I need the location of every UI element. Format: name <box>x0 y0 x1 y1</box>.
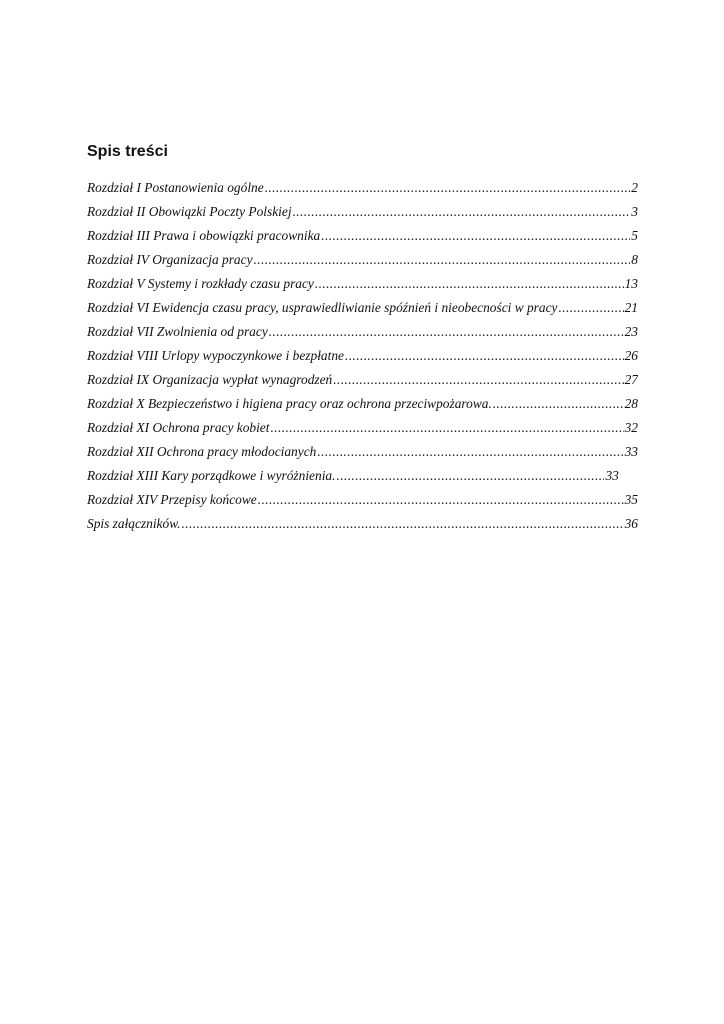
toc-entry-page: 2 <box>631 180 638 195</box>
toc-entry[interactable] <box>87 344 638 368</box>
toc-list <box>87 176 638 536</box>
toc-entry[interactable] <box>87 464 638 488</box>
toc-entry-label: Rozdział VI Ewidencja czasu pracy, usprawiedliwianie spóźnień i nieobecności w pracy <box>87 300 558 315</box>
toc-entry-label: Rozdział VII Zwolnienia od pracy <box>87 324 268 339</box>
toc-entry-label: Spis załączników. <box>87 516 181 531</box>
toc-entry[interactable] <box>87 248 638 272</box>
toc-entry-label: Rozdział IV Organizacja pracy <box>87 252 253 267</box>
toc-entry-leader <box>254 248 631 272</box>
toc-entry-leader <box>558 296 623 320</box>
toc-entry-label: Rozdział II Obowiązki Poczty Polskiej <box>87 204 292 219</box>
toc-entry-leader <box>293 200 631 224</box>
toc-entry-leader <box>182 512 624 536</box>
toc-entry[interactable] <box>87 272 638 296</box>
toc-entry-page: 32 <box>624 420 638 435</box>
toc-entry-page: 36 <box>624 516 638 531</box>
toc-entry-leader <box>345 344 624 368</box>
toc-entry-label: Rozdział XII Ochrona pracy młodocianych <box>87 444 317 459</box>
toc-entry[interactable] <box>87 200 638 224</box>
toc-entry-page: 33 <box>624 444 638 459</box>
toc-entry-page: 28 <box>624 396 638 411</box>
toc-entry-leader <box>265 176 631 200</box>
toc-entry[interactable] <box>87 512 638 536</box>
toc-entry-leader <box>258 488 624 512</box>
toc-entry-label: Rozdział V Systemy i rozkłady czasu pracy <box>87 276 314 291</box>
toc-entry-label: Rozdział VIII Urlopy wypoczynkowe i bezpłatne <box>87 348 344 363</box>
toc-entry-leader <box>317 440 623 464</box>
toc-entry-leader <box>336 464 604 488</box>
toc-entry-leader <box>270 416 623 440</box>
toc-entry-page: 33 <box>605 468 619 483</box>
toc-entry[interactable] <box>87 368 638 392</box>
toc-entry[interactable] <box>87 440 638 464</box>
toc-entry-page: 5 <box>631 228 638 243</box>
toc-entry-leader <box>493 392 624 416</box>
toc-entry-label: Rozdział XIV Przepisy końcowe <box>87 492 257 507</box>
toc-entry-page: 23 <box>624 324 638 339</box>
toc-entry[interactable] <box>87 224 638 248</box>
toc-entry-label: Rozdział IX Organizacja wypłat wynagrodzeń <box>87 372 333 387</box>
toc-entry[interactable] <box>87 176 638 200</box>
toc-entry-label: Rozdział I Postanowienia ogólne <box>87 180 264 195</box>
toc-entry-leader <box>269 320 624 344</box>
toc-entry-leader <box>333 368 623 392</box>
toc-entry[interactable] <box>87 488 638 512</box>
toc-entry-label: Rozdział XI Ochrona pracy kobiet <box>87 420 270 435</box>
toc-entry-page: 13 <box>624 276 638 291</box>
toc-entry-page: 21 <box>624 300 638 315</box>
toc-entry[interactable] <box>87 296 638 320</box>
toc-entry-leader <box>315 272 624 296</box>
toc-entry-page: 8 <box>631 252 638 267</box>
toc-entry[interactable] <box>87 320 638 344</box>
toc-entry-label: Rozdział XIII Kary porządkowe i wyróżnienia. <box>87 468 336 483</box>
toc-entry-page: 35 <box>624 492 638 507</box>
toc-entry-page: 3 <box>631 204 638 219</box>
toc-entry[interactable] <box>87 416 638 440</box>
toc-entry-page: 27 <box>624 372 638 387</box>
toc-entry[interactable] <box>87 392 638 416</box>
toc-entry-page: 26 <box>624 348 638 363</box>
toc-entry-leader <box>321 224 630 248</box>
toc-entry-label: Rozdział X Bezpieczeństwo i higiena pracy oraz ochrona przeciwpożarowa. <box>87 396 492 411</box>
toc-entry-label: Rozdział III Prawa i obowiązki pracownika <box>87 228 321 243</box>
toc-title: Spis treści <box>87 143 168 160</box>
